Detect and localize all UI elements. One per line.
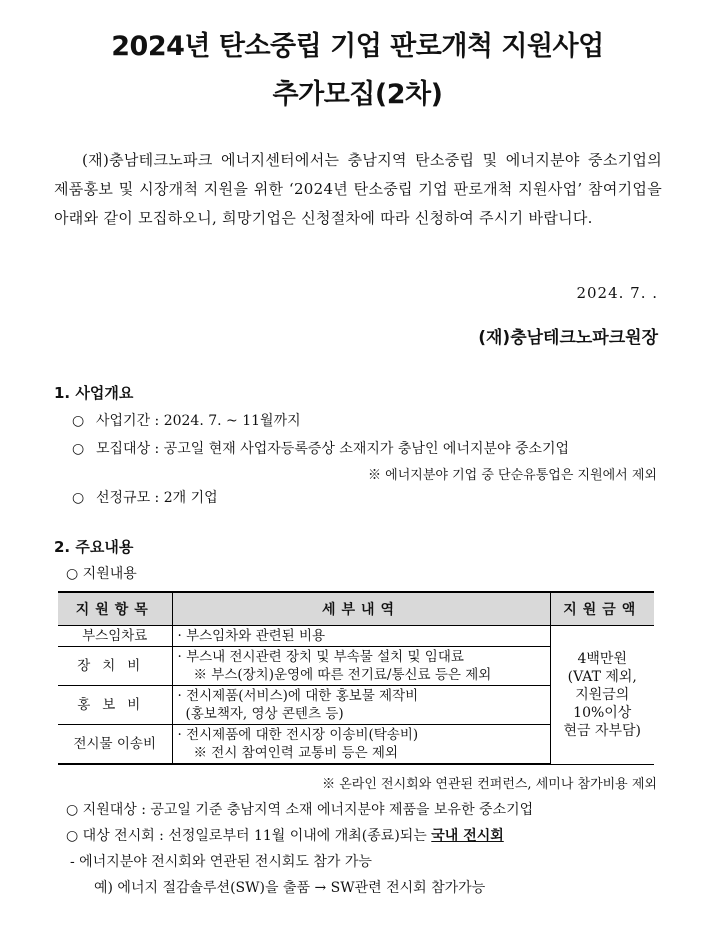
amount-line: 4백만원 xyxy=(577,650,627,667)
detail-line: · 전시제품(서비스)에 대한 홍보물 제작비 xyxy=(177,688,419,704)
detail-line: · 부스내 전시관련 장치 및 부속물 설치 및 임대료 xyxy=(177,649,464,665)
example-note: 예) 에너지 절감솔루션(SW)을 출품 → SW관련 전시회 참가가능 xyxy=(94,880,486,896)
document-title-line-1: 2024년 탄소중립 기업 판로개척 지원사업 xyxy=(111,31,604,62)
bullet-circle: ○ xyxy=(72,490,85,506)
row-item-booth-rental: 부스임차료 xyxy=(58,626,172,647)
recruit-target-text: 모집대상 : 공고일 현재 사업자등록증상 소재지가 충남인 에너지분야 중소기업 xyxy=(96,441,570,457)
header-details: 세부내역 xyxy=(172,592,550,626)
amount-line: 지원금의 xyxy=(575,686,630,703)
target-exhibition xyxy=(66,825,504,845)
support-amount-cell xyxy=(550,626,654,765)
row-item-transport: 전시물 이송비 xyxy=(58,725,172,765)
bullet-circle: ○ xyxy=(72,441,85,457)
detail-line: · 전시제품에 대한 전시장 이송비(탁송비) xyxy=(177,727,419,743)
row-item-equipment: 장치비 xyxy=(58,647,172,686)
row-details xyxy=(172,647,550,686)
project-period xyxy=(72,410,301,430)
table-note: ※ 온라인 전시회와 연관된 컨퍼런스, 세미나 참가비용 제외 xyxy=(322,777,657,792)
selection-scale-text: 선정규모 : 2개 기업 xyxy=(96,490,218,506)
recruit-target xyxy=(72,438,569,458)
bullet-circle: ○ xyxy=(72,413,85,429)
selection-scale xyxy=(72,487,218,507)
detail-note: ※ 부스(장치)운영에 따른 전기료/통신료 등은 제외 xyxy=(193,667,492,683)
amount-line: 현금 자부담) xyxy=(563,722,642,739)
section-2-heading: 2. 주요내용 xyxy=(54,538,134,556)
row-details xyxy=(172,626,550,647)
domestic-exhibition-emphasis: 국내 전시회 xyxy=(431,828,504,844)
row-item-promotion: 홍보비 xyxy=(58,686,172,725)
detail-note: ※ 전시 참여인력 교통비 등은 제외 xyxy=(193,745,398,761)
section-1-heading: 1. 사업개요 xyxy=(54,384,134,402)
support-table xyxy=(58,591,654,765)
document-title-line-2: 추가모집(2차) xyxy=(272,79,443,110)
support-content-heading: ○ 지원내용 xyxy=(66,566,137,582)
header-support-item: 지원항목 xyxy=(58,592,172,626)
related-exhibition-note: - 에너지분야 전시회와 연관된 전시회도 참가 가능 xyxy=(70,854,372,870)
intro-paragraph: (재)충남테크노파크 에너지센터에서는 충남지역 탄소중립 및 에너지분야 중소기업의 제품홍보 및 시장개척 지원을 위한 ‘2024년 탄소중립 기업 판로개척 지원사업’ 참여기업을 아래와 같이 모집하오니, 희망기업은 신청절차에 따라 신청하여 주시기 바랍니다. xyxy=(54,151,662,227)
table-row xyxy=(58,626,654,647)
amount-line: (VAT 제외, xyxy=(567,668,637,685)
table-header-row xyxy=(58,592,654,626)
announcement-date: 2024. 7. . xyxy=(576,284,658,302)
detail-note: (홍보책자, 영상 콘텐츠 등) xyxy=(185,706,344,722)
issuing-organization: (재)충남테크노파크원장 xyxy=(478,328,658,348)
row-details xyxy=(172,686,550,725)
amount-line: 10%이상 xyxy=(573,704,632,721)
row-details xyxy=(172,725,550,765)
recruit-target-note: ※ 에너지분야 기업 중 단순유통업은 지원에서 제외 xyxy=(368,468,657,483)
target-exhibition-text: ○ 대상 전시회 : 선정일로부터 11월 이내에 개최(종료)되는 xyxy=(66,828,432,844)
header-support-amount: 지원금액 xyxy=(550,592,654,626)
eligibility: ○ 지원대상 : 공고일 기준 충남지역 소재 에너지분야 제품을 보유한 중소기업 xyxy=(66,802,534,818)
project-period-text: 사업기간 : 2024. 7. ~ 11월까지 xyxy=(96,413,301,429)
detail-line: · 부스임차와 관련된 비용 xyxy=(177,628,326,644)
